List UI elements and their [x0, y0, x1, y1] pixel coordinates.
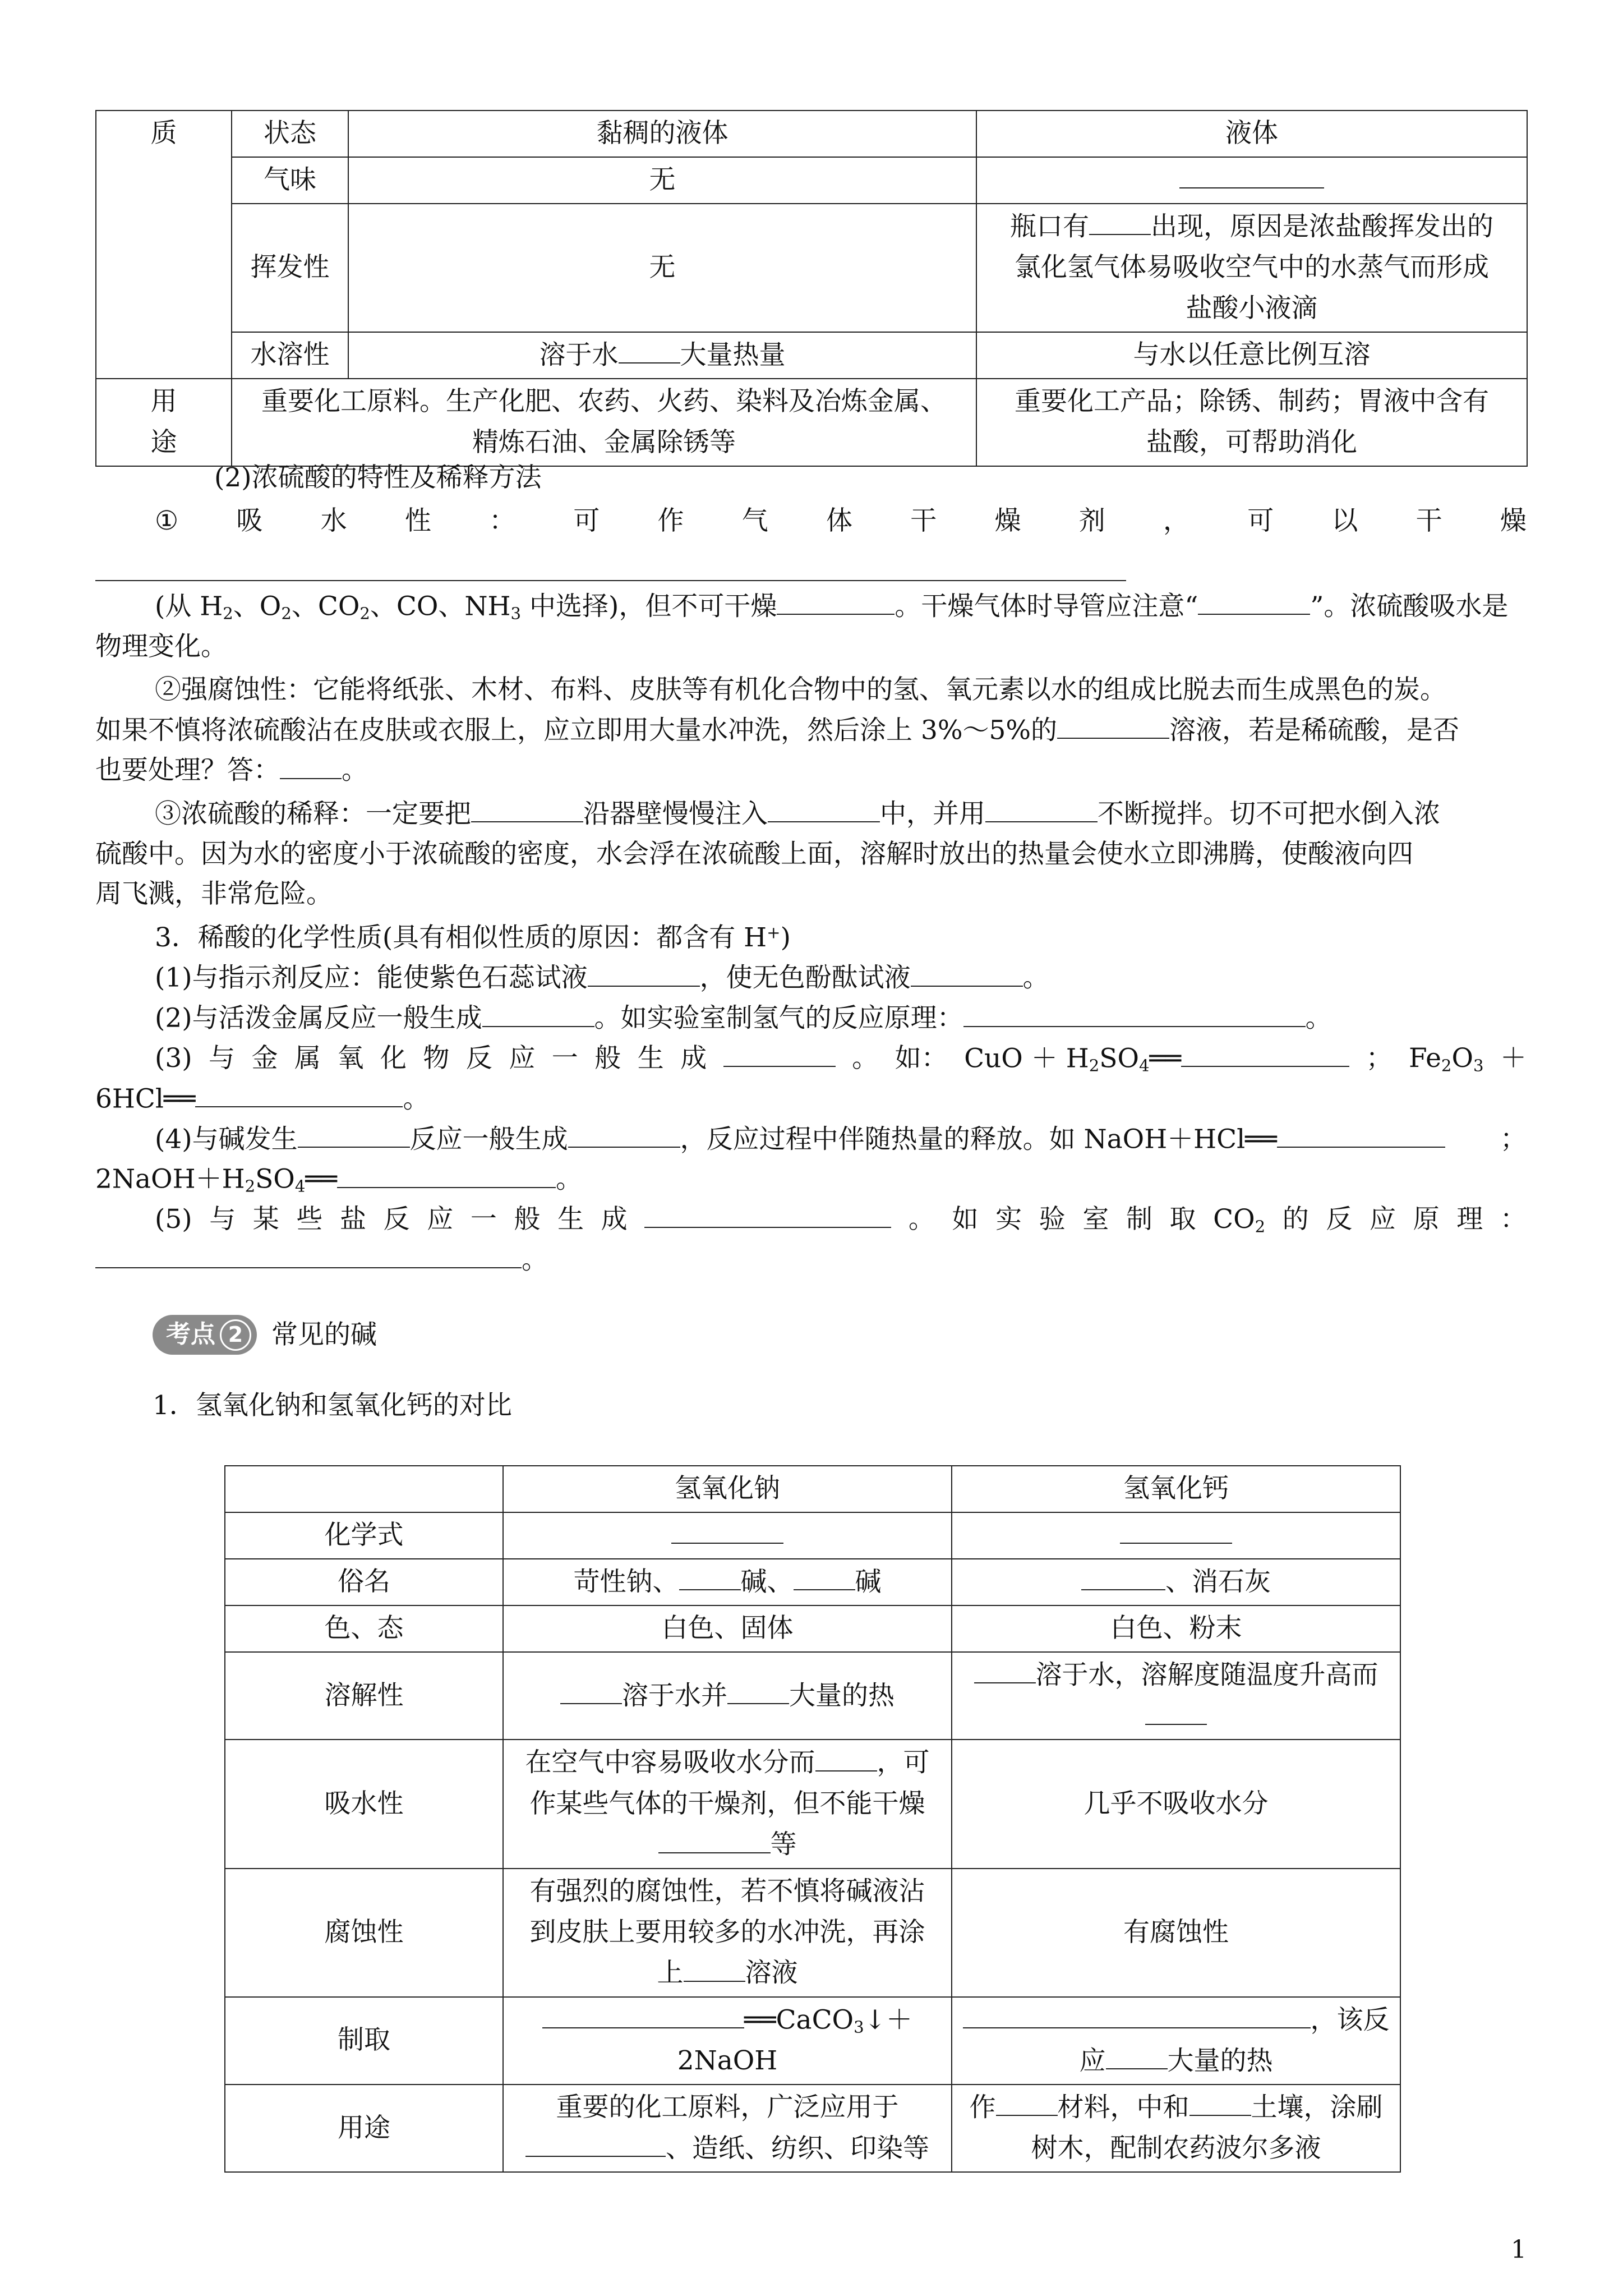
text-char: 盐 [340, 1204, 367, 1235]
text-char: 应 [509, 1043, 536, 1074]
text-char: 般 [514, 1204, 541, 1235]
table-row [225, 1652, 1400, 1740]
text-run: ══ [1149, 1043, 1182, 1074]
answer-blank[interactable] [471, 794, 583, 822]
table-cell: 无 [348, 157, 976, 204]
text-run: 沿器壁慢慢注入 [583, 798, 768, 830]
text-run: (从 H [155, 591, 223, 622]
answer-blank[interactable] [1120, 1515, 1232, 1544]
category-cell: 质 [96, 111, 232, 379]
table-cell [952, 1512, 1400, 1559]
answer-blank[interactable] [727, 1676, 789, 1704]
text-run: O [1451, 1043, 1473, 1074]
answer-blank[interactable] [1145, 1696, 1207, 1724]
text-run: ③浓硫酸的稀释：一定要把 [155, 798, 471, 830]
text-char: 可 [1247, 505, 1274, 537]
answer-blank[interactable] [974, 1655, 1036, 1683]
cell-text: 碱 [855, 1566, 882, 1598]
cell-text: 在空气中容易吸收水分而 [525, 1747, 815, 1778]
answer-line-row [95, 541, 1527, 586]
cell-text: 大量的热 [789, 1680, 895, 1711]
table-row [225, 1605, 1400, 1652]
answer-blank[interactable] [658, 1824, 771, 1853]
text-run: 、CO [291, 591, 360, 622]
table-cell: 几乎不吸收水分 [952, 1740, 1400, 1868]
table-cell [952, 1652, 1400, 1740]
formula: $Fe_2O_3$ [1409, 1043, 1484, 1075]
text-line [95, 1240, 1527, 1280]
text-line: 硫酸中。因为水的密度小于浓硫酸的密度，水会浮在浓硫酸上面，溶解时放出的热量会使水立即沸腾，使酸液向四 [95, 838, 1413, 869]
text-run: 如果不慎将浓硫酸沾在皮肤或衣服上，应立即用大量水冲洗，然后涂上 3%～5%的 [95, 714, 1058, 746]
text-run: ，反应过程中伴随热量的释放。如 NaOH＋HCl══ [680, 1123, 1277, 1154]
text-char: 可 [573, 505, 600, 537]
text-char: 。 [852, 1043, 879, 1074]
answer-blank[interactable] [568, 1119, 680, 1148]
text-run: 反应一般生成 [409, 1123, 568, 1154]
text-run: 溶液，若是稀硫酸，是否 [1169, 714, 1460, 746]
table-cell [976, 379, 1527, 466]
text-char: 取 [1169, 1204, 1196, 1235]
text-run: (2)与活泼金属反应一般生成 [155, 1002, 482, 1034]
text-run: 中选择)，但不可干燥 [521, 591, 777, 622]
text-char: 生 [557, 1204, 584, 1235]
row-label: 俗名 [225, 1559, 503, 1605]
text-run: 。如实验室制氢气的反应原理： [594, 1002, 963, 1034]
justified-line [95, 1038, 1527, 1079]
text-char: 。 [908, 1204, 935, 1235]
text-char: 水 [320, 505, 347, 537]
text-char: 作 [657, 505, 684, 537]
answer-blank[interactable] [768, 794, 880, 822]
text-run: 3．稀酸的化学性质(具有相似性质的原因：都含有 H [155, 922, 767, 953]
formula: CuO ＋ $H_2SO_4══$ [964, 1038, 1349, 1079]
table-cell [503, 1869, 952, 1997]
table-row [225, 2085, 1400, 2172]
base-comparison-table [224, 1465, 1401, 2173]
answer-blank[interactable] [963, 2000, 1311, 2028]
section-title [95, 918, 1527, 958]
cell-text: 溶于水 [539, 339, 619, 371]
text-run: 也要处理？答： [95, 754, 280, 786]
text-line [95, 710, 1527, 751]
text-char: 与 [209, 1043, 236, 1074]
text-char: 气 [741, 505, 768, 537]
cell-text: 瓶口有 [1010, 211, 1089, 242]
table-cell [952, 1559, 1400, 1605]
text-char: 属 [294, 1043, 321, 1074]
text-run: SO [1099, 1043, 1139, 1074]
justified-line [95, 1199, 1527, 1239]
answer-blank[interactable] [619, 335, 680, 364]
cell-text: 材料，中和 [1057, 2092, 1189, 2123]
text-line [95, 998, 1527, 1038]
text-run: CO [1213, 1204, 1255, 1235]
text-run: 。 [522, 1244, 548, 1275]
table-cell [952, 1997, 1400, 2085]
text-line: 周飞溅，非常危险。 [95, 878, 333, 910]
text-char: 氧 [337, 1043, 364, 1074]
table-cell [503, 2085, 952, 2172]
cell-text: ══CaCO [744, 2004, 854, 2036]
text-char: ： [489, 505, 516, 537]
row-label: 化学式 [225, 1512, 503, 1559]
table-cell [976, 157, 1527, 204]
text-char: 金 [251, 1043, 278, 1074]
superscript: + [767, 923, 781, 942]
text-char: ； [1500, 1123, 1527, 1154]
column-header: 氢氧化钠 [503, 1466, 952, 1512]
text-char: 反 [465, 1043, 492, 1074]
answer-blank[interactable] [671, 1515, 783, 1544]
column-header: 氢氧化钙 [952, 1466, 1400, 1512]
table-cell [503, 1740, 952, 1868]
text-run: SO [255, 1163, 295, 1195]
table-row [96, 332, 1527, 379]
text-run: 。 [403, 1083, 430, 1115]
text-char: 些 [296, 1204, 323, 1235]
answer-blank[interactable] [542, 2000, 744, 2028]
text-run: 、CO、NH [370, 591, 511, 622]
text-char: 干 [1415, 505, 1442, 537]
text-char: 应 [427, 1204, 454, 1235]
row-label: 腐蚀性 [225, 1869, 503, 1997]
text-char: 一 [470, 1204, 497, 1235]
row-label: 挥发性 [232, 204, 348, 332]
text-char: 干 [910, 505, 937, 537]
text-char: 物 [423, 1043, 450, 1074]
text-char: 性 [404, 505, 431, 537]
cell-text: 用 [150, 386, 177, 417]
cell-text: 氯化氢气体易吸收空气中的水蒸气而形成 [1015, 252, 1489, 283]
table-row [225, 1740, 1400, 1868]
table-row [225, 1559, 1400, 1605]
text-line [95, 794, 1527, 834]
text-char: 的 [1282, 1204, 1309, 1235]
cell-text: ，该反 [1310, 2004, 1390, 2035]
cell-text: 碱、 [740, 1566, 794, 1598]
answer-blank[interactable] [679, 1562, 741, 1590]
answer-blank[interactable] [794, 1562, 855, 1590]
text-char: 成 [680, 1043, 707, 1074]
table-cell [503, 1652, 952, 1740]
cell-text: 盐酸小液滴 [1186, 293, 1318, 324]
text-run: 不断搅拌。切不可把水倒入浓 [1098, 798, 1440, 830]
cell-text: 重要化工产品；除锈、制药；胃液中含有 [1015, 386, 1489, 417]
table-cell: 黏稠的液体 [348, 111, 976, 157]
text-char: 以 [1331, 505, 1358, 537]
text-run: ══ [305, 1163, 337, 1195]
answer-blank[interactable] [1089, 206, 1151, 235]
text-line [95, 958, 1527, 998]
text-char: 剂 [1078, 505, 1105, 537]
text-char: 验 [1039, 1204, 1066, 1235]
answer-blank[interactable] [195, 1079, 403, 1107]
base-section-title: 1．氢氧化钠和氢氧化钙的对比 [153, 1390, 512, 1421]
answer-blank[interactable] [1181, 1038, 1349, 1067]
row-label: 用途 [225, 2085, 503, 2172]
cell-text: 途 [150, 426, 177, 458]
text-run: 。 [342, 754, 368, 786]
kaodian-title: 常见的碱 [271, 1319, 377, 1350]
row-label: 色、态 [225, 1605, 503, 1652]
kaodian-heading [153, 1315, 377, 1355]
text-line [95, 1079, 1527, 1119]
table-cell: 白色、粉末 [952, 1605, 1400, 1652]
text-run: 。 [555, 1163, 582, 1195]
text-char: 应 [1370, 1204, 1396, 1235]
answer-blank[interactable] [644, 1199, 891, 1228]
answer-blank[interactable] [298, 1119, 410, 1148]
cell-text: 溶液 [745, 1957, 798, 1989]
text-char: 如 [952, 1204, 979, 1235]
text-char: 一 [551, 1043, 578, 1074]
text-run: 。干燥气体时导管应注意“ [895, 591, 1198, 622]
text-run: 。 [1022, 962, 1049, 993]
cell-text: 2NaOH [677, 2045, 778, 2076]
text-char: ＋ [1500, 1043, 1527, 1074]
cell-text: 上 [657, 1957, 684, 1989]
table-row [225, 1997, 1400, 2085]
text-line: (从 $H_2$、$O_2$、$CO_2$、CO、$NH_3$ 中选择)，但不可干燥 。干燥气体时导管应注意“ ”。浓硫酸吸水是 [95, 586, 1527, 627]
answer-blank[interactable] [95, 553, 1126, 581]
text-char: ； [1366, 1043, 1393, 1074]
answer-blank[interactable] [777, 586, 895, 615]
cell-text: 、消石灰 [1165, 1566, 1271, 1598]
cell-text: 、造纸、纺织、印染等 [666, 2133, 929, 2164]
answer-blank[interactable] [588, 958, 700, 986]
answer-blank[interactable] [95, 1240, 522, 1268]
cell-text: 树木，配制农药波尔多液 [1031, 2133, 1321, 2164]
kaodian-badge [153, 1315, 257, 1355]
row-label: 水溶性 [232, 332, 348, 379]
table-row [225, 1512, 1400, 1559]
text-char: 燥 [1500, 505, 1527, 537]
answer-blank[interactable] [482, 998, 594, 1027]
text-line: 物理变化。 [95, 631, 227, 662]
cell-text: 作某些气体的干燥剂，但不能干燥 [529, 1788, 925, 1819]
table-cell: 有腐蚀性 [952, 1869, 1400, 1997]
text-char: ， [1163, 505, 1189, 537]
cell-text: 等 [770, 1829, 797, 1860]
answer-blank[interactable] [560, 1676, 622, 1704]
table-cell [225, 1466, 503, 1512]
cell-text: 到皮肤上要用较多的水冲洗，再涂 [529, 1916, 925, 1948]
row-label: 吸水性 [225, 1740, 503, 1868]
text-char: (3) [155, 1043, 192, 1074]
table-cell [976, 204, 1527, 332]
answer-blank[interactable] [280, 750, 342, 779]
sulfuric-acid-section [95, 458, 1527, 914]
cell-text: 大量的热 [1167, 2045, 1273, 2077]
table-cell: ══CaCO$_3$↓＋ 2NaOH [503, 1997, 952, 2085]
row-label: 溶解性 [225, 1652, 503, 1740]
table-row [225, 1466, 1400, 1512]
answer-blank[interactable] [1081, 1562, 1165, 1590]
cell-text: 应 [1079, 2045, 1106, 2077]
text-run: ”。浓硫酸吸水是 [1310, 591, 1509, 622]
row-label [96, 379, 232, 466]
cell-text: 苛性钠、 [573, 1566, 679, 1598]
section-title: (2)浓硫酸的特性及稀释方法 [214, 462, 542, 493]
cell-text: 大量热量 [680, 339, 786, 371]
cell-text: 重要化工原料。生产化肥、农药、火药、染料及冶炼金属、 [261, 386, 947, 417]
text-run: Fe [1409, 1043, 1441, 1074]
text-run: CuO ＋ H [964, 1043, 1089, 1074]
text-char: 成 [601, 1204, 628, 1235]
text-char: 原 [1413, 1204, 1440, 1235]
answer-blank[interactable] [684, 1953, 745, 1981]
table-row [225, 1869, 1400, 1997]
badge-number: 2 [220, 1319, 251, 1351]
answer-blank[interactable] [963, 998, 1306, 1027]
answer-blank[interactable] [911, 958, 1023, 986]
answer-blank[interactable] [1057, 710, 1169, 739]
text-char: 般 [594, 1043, 621, 1074]
cell-text: 出现，原因是浓盐酸挥发出的 [1151, 211, 1493, 242]
text-char: 反 [383, 1204, 410, 1235]
text-run: 。 [1305, 1002, 1332, 1034]
table-row [96, 204, 1527, 332]
cell-text: ，可 [877, 1747, 930, 1778]
cell-text: 溶于水并 [622, 1680, 727, 1711]
text-run: 、O [233, 591, 282, 622]
justified-line [95, 501, 1527, 541]
cell-text: 作 [969, 2092, 996, 2123]
cell-text: 重要的化工原料，广泛应用于 [556, 2091, 899, 2123]
answer-blank[interactable] [1189, 2087, 1251, 2116]
answer-blank[interactable] [337, 1159, 556, 1188]
text-run: 如： [895, 1043, 948, 1074]
text-char: 制 [1126, 1204, 1152, 1235]
table-row [96, 157, 1527, 204]
page-number: 1 [1511, 2235, 1527, 2264]
text-char: ： [1500, 1204, 1527, 1235]
answer-blank[interactable] [996, 2087, 1058, 2116]
acid-properties-table [95, 110, 1528, 467]
cell-text: 土壤，涂刷 [1251, 2092, 1383, 2123]
answer-blank[interactable] [1277, 1119, 1445, 1148]
answer-blank[interactable] [723, 1038, 836, 1067]
table-cell: 白色、固体 [503, 1605, 952, 1652]
text-char: 某 [252, 1204, 279, 1235]
table-cell: 无 [348, 204, 976, 332]
text-line [95, 750, 1527, 790]
answer-blank[interactable] [1198, 586, 1310, 615]
cell-text: ↓＋ [864, 2004, 912, 2036]
answer-blank[interactable] [815, 1742, 877, 1771]
text-run: (4)与碱发生 [155, 1123, 298, 1154]
text-char: (5) [155, 1204, 192, 1235]
answer-blank[interactable] [1179, 160, 1324, 188]
text-char: 生 [637, 1043, 664, 1074]
text-run: ，使无色酚酞试液 [699, 962, 911, 993]
row-label: 制取 [225, 1997, 503, 2085]
justified-line [95, 1119, 1527, 1159]
table-cell [503, 1559, 952, 1605]
cell-text: 盐酸，可帮助消化 [1146, 426, 1357, 458]
table-cell [503, 1512, 952, 1559]
text-char: ① [155, 505, 179, 537]
cell-text: 溶于水，溶解度随温度升高而 [1035, 1659, 1378, 1691]
text-run: (1)与指示剂反应：能使紫色石蕊试液 [155, 962, 588, 993]
dilute-acid-section [95, 918, 1527, 1280]
answer-blank[interactable] [525, 2128, 666, 2157]
text-run: ) [780, 922, 791, 953]
table-cell: 液体 [976, 111, 1527, 157]
table-cell: 与水以任意比例互溶 [976, 332, 1527, 379]
table-cell [348, 332, 976, 379]
answer-blank[interactable] [1106, 2041, 1168, 2069]
text-line: ②强腐蚀性：它能将纸张、木材、布料、皮肤等有机化合物中的氢、氧元素以水的组成比脱去而生成黑色的炭。 [155, 674, 1446, 706]
text-char: 室 [1082, 1204, 1109, 1235]
text-run: 6HCl══ [95, 1083, 196, 1115]
row-label: 气味 [232, 157, 348, 204]
text-group [155, 1119, 1445, 1159]
text-char: 吸 [236, 505, 263, 537]
table-row [96, 111, 1527, 157]
text-run: 2NaOH＋H [95, 1163, 245, 1195]
text-line: $2NaOH+H_2SO_4══$ 。 [95, 1159, 1527, 1199]
cell-text: 有强烈的腐蚀性，若不慎将碱液沾 [529, 1875, 925, 1907]
text-run: 中，并用 [880, 798, 985, 830]
table-cell [232, 379, 976, 466]
text-char: 反 [1326, 1204, 1353, 1235]
badge-label: 考点 [166, 1320, 215, 1349]
text-char: 化 [380, 1043, 407, 1074]
text-char: 理 [1456, 1204, 1483, 1235]
text-char: 燥 [994, 505, 1021, 537]
text-char: 实 [995, 1204, 1022, 1235]
answer-blank[interactable] [985, 794, 1098, 822]
row-label: 状态 [232, 111, 348, 157]
table-cell [952, 2085, 1400, 2172]
text-char: 与 [209, 1204, 236, 1235]
cell-text: 精炼石油、金属除锈等 [472, 426, 736, 458]
text-char: 体 [826, 505, 853, 537]
table-row [96, 379, 1527, 466]
formula: $CO_2$ [1213, 1204, 1266, 1236]
